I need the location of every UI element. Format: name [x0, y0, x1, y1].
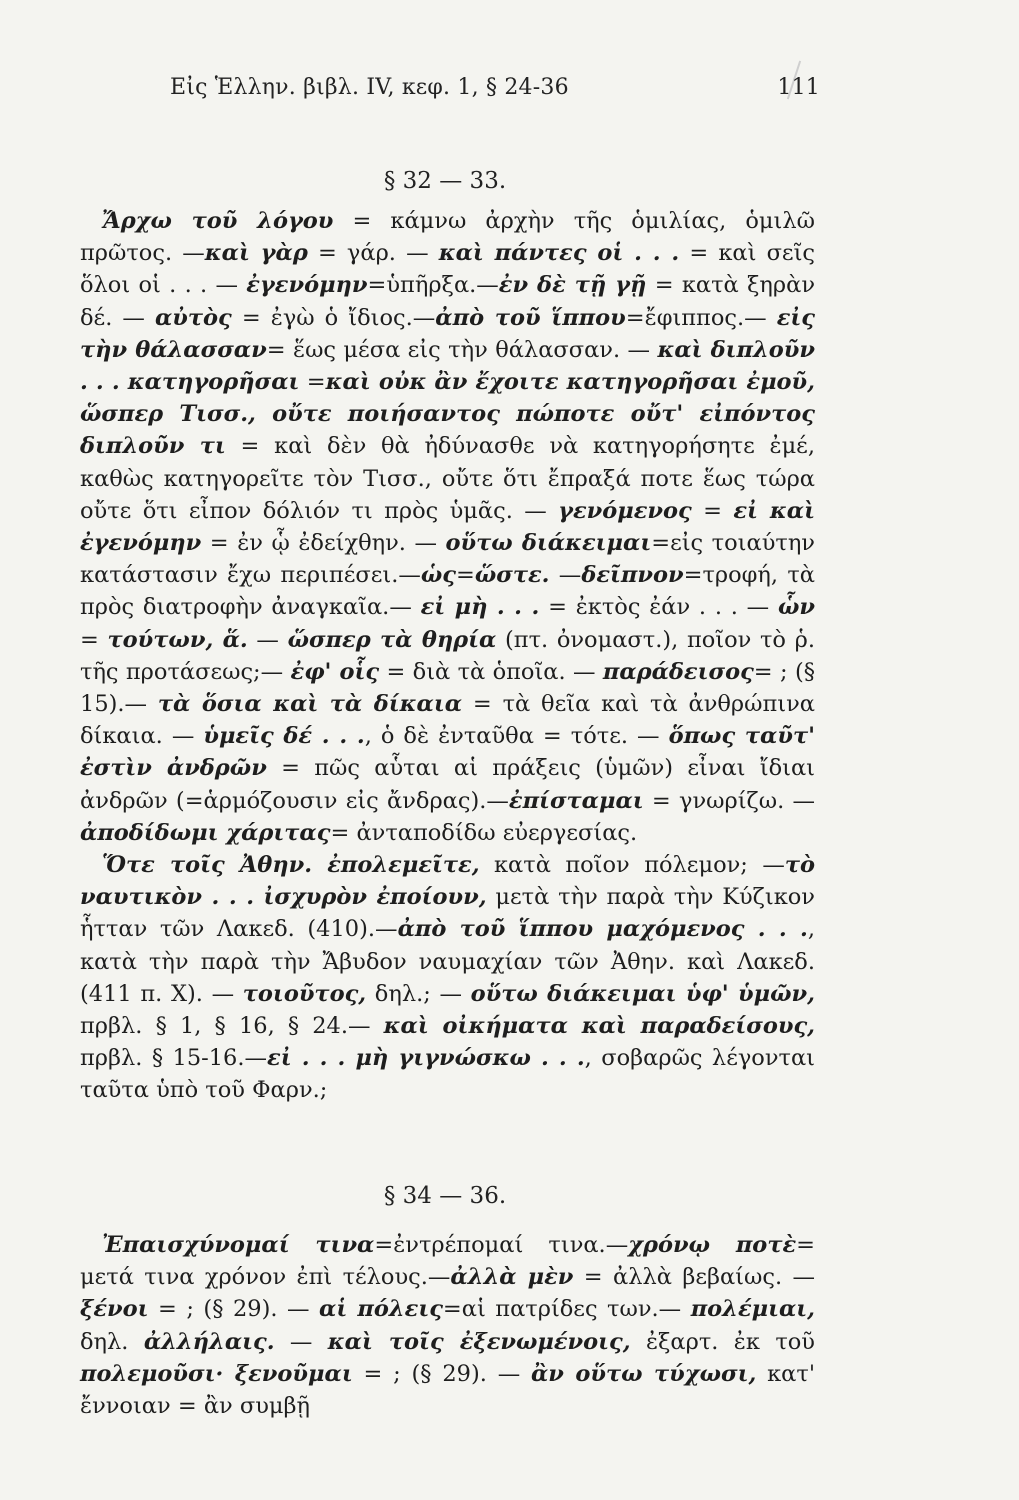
gloss-text: = ; (§ 29). — — [352, 1360, 531, 1387]
lemma-text: ὥστε. — [474, 562, 550, 589]
section-heading-32-33: § 32 — 33. — [383, 168, 507, 194]
gloss-text: μετὰ τὴν παρὰ τὴν Κύζικον ἧτταν τῶν Λακεδ. (410).— — [80, 884, 815, 943]
gloss-text: = ἐν ᾧ ἐδείχθην. — — [201, 530, 446, 557]
lemma-text: καὶ οἰκήματα καὶ παραδείσους, — [383, 1013, 815, 1040]
gloss-text: = ; (§ 15).— — [80, 658, 815, 718]
gloss-text: = πῶς αὗται αἱ πράξεις (ὑμῶν) εἶναι ἴδιαι ἀνδρῶν (=ἁρμόζουσιν εἰς ἄνδρας).— — [80, 755, 815, 814]
lemma-text: ἐν δὲ τῇ γῇ — [498, 272, 647, 299]
gloss-text: = διὰ τὰ ὁποῖα. — — [379, 658, 603, 685]
lemma-text: ἐπίσταμαι — [508, 787, 644, 814]
lemma-text: τὰ ὅσια καὶ τὰ δίκαια — [157, 691, 463, 718]
gloss-text: = — [691, 497, 734, 524]
gloss-text: = ἐγὼ ὁ ἴδιος.— — [231, 304, 436, 331]
lemma-text: καὶ διπλοῦν . . . κατηγορῆσαι — [80, 336, 815, 396]
lemma-text: γενόμενος — [558, 497, 692, 524]
lemma-text: πολέμιαι, — [690, 1296, 816, 1323]
lemma-text: ἂν οὕτω τύχωσι, — [530, 1360, 757, 1387]
gloss-text: = ἀλλὰ βεβαίως. — — [573, 1264, 815, 1291]
lemma-text: Ἐπαισχύνομαί τινα — [102, 1232, 375, 1258]
lemma-text: ὡς — [420, 562, 456, 589]
gloss-text: = γάρ. — — [307, 240, 439, 267]
lemma-text: εἰς τὴν θάλασσαν — [80, 304, 815, 363]
lemma-text: ὑμεῖς δέ . . . — [203, 723, 365, 750]
gloss-text: = καὶ σεῖς ὅλοι οἱ . . . — — [80, 240, 816, 299]
gloss-text: — — [247, 626, 288, 653]
gloss-text: , σοβαρῶς λέγονται ταῦτα ὑπὸ τοῦ Φαρν.; — [80, 1045, 815, 1104]
gloss-text: =τροφή, τὰ πρὸς διατροφὴν ἀναγκαῖα.— — [80, 562, 815, 621]
lemma-text: καὶ γὰρ — [204, 240, 308, 267]
gloss-text: = κάμνω ἀρχὴν τῆς ὁμιλίας, ὁμιλῶ πρῶτος. — — [80, 208, 815, 267]
gloss-text: — — [549, 562, 582, 589]
gloss-text: =ἔφιππος.— — [625, 304, 777, 331]
paragraph — [80, 205, 815, 849]
lemma-text: ἐγενόμην — [246, 272, 368, 299]
gloss-text: = γνωρίζω. — — [643, 787, 816, 814]
paragraph — [80, 1229, 815, 1422]
gloss-text: = ἀνταποδίδω εὐεργεσίας. — [330, 819, 638, 846]
lemma-text: καὶ τοῖς ἐξενωμένοις, — [327, 1328, 631, 1355]
lemma-text: τοιοῦτος, — [242, 980, 367, 1007]
paragraph — [80, 849, 815, 1107]
lemma-text: οὕτω διάκειμαι ὑφ' ὑμῶν, — [470, 980, 815, 1007]
lemma-text: ἐφ' οἷς — [290, 658, 380, 685]
gloss-text: = — [80, 626, 108, 653]
lemma-text: πολεμοῦσι· ξενοῦμαι — [80, 1360, 353, 1387]
gloss-text: δηλ. — [80, 1328, 144, 1355]
lemma-text: ἀλλὰ μὲν — [450, 1264, 574, 1291]
gloss-text: ἐξαρτ. ἐκ τοῦ — [630, 1328, 815, 1355]
section-body-32-33 — [80, 205, 815, 1107]
gloss-text: = ἐκτὸς ἐάν . . . — — [539, 594, 778, 621]
gloss-text: =ὑπῆρξα.— — [367, 272, 499, 299]
lemma-text: δεῖπνον — [581, 562, 684, 589]
lemma-text: τούτων, ἅ. — [107, 626, 248, 653]
gloss-text: πρβλ. § 1, § 16, § 24.— — [80, 1013, 384, 1040]
lemma-text: καὶ πάντες οἱ . . . — [438, 240, 680, 267]
gloss-text: = ; (§ 29). — — [148, 1296, 320, 1323]
lemma-text: ὥσπερ τὰ θηρία — [287, 626, 497, 653]
lemma-text: ἀπὸ τοῦ ἵππου μαχόμενος . . . — [397, 916, 808, 943]
gloss-text: = — [455, 562, 475, 589]
gloss-text: = κατὰ ξηρὰν δέ. — — [80, 272, 815, 331]
lemma-text: παράδεισος — [602, 658, 754, 685]
page-number: 111 — [777, 75, 820, 100]
lemma-text: τὸ ναυτικὸν . . . ἰσχυρὸν ἐποίουν, — [80, 852, 815, 911]
gloss-text: κατὰ ποῖον πόλεμον; — — [479, 852, 785, 879]
lemma-text: ξένοι — [80, 1296, 149, 1323]
gloss-text: (πτ. ὀνομαστ.), ποῖον τὸ ῥ. τῆς προτάσεως;— — [80, 626, 816, 685]
lemma-text: αὐτὸς — [154, 304, 232, 331]
section-body-34-36 — [80, 1229, 815, 1422]
lemma-text: καὶ οὐκ ἂν ἔχοιτε κατηγορῆσαι ἐμοῦ, ὥσπερ Τισσ., οὔτε ποιήσαντος πώποτε οὔτ' εἰπόντος διπλοῦν τι — [80, 369, 815, 460]
gloss-text: = — [299, 369, 326, 396]
lemma-text: χρόνῳ ποτὲ — [628, 1232, 797, 1258]
gloss-text: — — [274, 1328, 328, 1355]
gloss-text: πρβλ. § 15-16.— — [80, 1045, 268, 1072]
lemma-text: ἀλλήλαις. — [143, 1328, 275, 1355]
lemma-text: εἰ καὶ ἐγενόμην — [80, 497, 815, 557]
gloss-text: κατ' ἔννοιαν = ἂν συμβῇ — [80, 1360, 816, 1420]
section-heading-34-36: § 34 — 36. — [383, 1183, 507, 1209]
gloss-text: , ὁ δὲ ἐνταῦθα = τότε. — — [364, 723, 669, 750]
lemma-text: Ὅτε τοῖς Ἀθην. ἐπολεμεῖτε, — [102, 852, 480, 879]
gloss-text: =αἱ πατρίδες των.— — [442, 1296, 691, 1323]
lemma-text: εἰ μὴ . . . — [420, 594, 540, 621]
gloss-text: =εἰς τοιαύτην κατάστασιν ἔχω περιπέσει.— — [80, 530, 815, 589]
gloss-text: , κατὰ τὴν παρὰ τὴν Ἄβυδον ναυμαχίαν τῶν Ἀθην. καὶ Λακεδ. (411 π. Χ). — — [80, 916, 815, 1007]
lemma-text: ἀπὸ τοῦ ἵππου — [435, 304, 626, 331]
lemma-text: ὅπως ταῦτ' ἐστὶν ἀνδρῶν — [80, 723, 815, 782]
gloss-text: = μετά τινα χρόνον ἐπὶ τέλους.— — [80, 1232, 815, 1291]
lemma-text: αἱ πόλεις — [319, 1296, 443, 1323]
lemma-text: ἀποδίδωμι χάριτας — [80, 819, 331, 846]
gloss-text: δηλ.; — — [366, 980, 471, 1007]
lemma-text: ὧν — [777, 594, 815, 621]
lemma-text: οὕτω διάκειμαι — [445, 530, 652, 557]
gloss-text: = τὰ θεῖα καὶ τὰ ἀνθρώπινα δίκαια. — — [80, 691, 815, 750]
gloss-text: =ἐντρέπομαί τινα.— — [374, 1232, 629, 1258]
gloss-text: = καὶ δὲν θὰ ἠδύνασθε νὰ κατηγορήσητε ἐμέ, καθὼς κατηγορεῖτε τὸν Τισσ., οὔτε ὅτι ἔπραξά ποτε ἕως τώρα οὔτε ὅτι εἶπον δόλιόν τι πρὸς ὑμᾶς. — — [80, 433, 815, 524]
lemma-text: εἰ . . . μὴ γιγνώσκω . . . — [267, 1045, 585, 1072]
running-title: Εἰς Ἑλλην. βιβλ. IV, κεφ. 1, § 24-36 — [170, 75, 569, 100]
running-header — [170, 75, 820, 100]
gloss-text: = ἕως μέσα εἰς τὴν θάλασσαν. — — [266, 336, 658, 363]
lemma-text: Ἄρχω τοῦ λόγου — [102, 208, 334, 234]
